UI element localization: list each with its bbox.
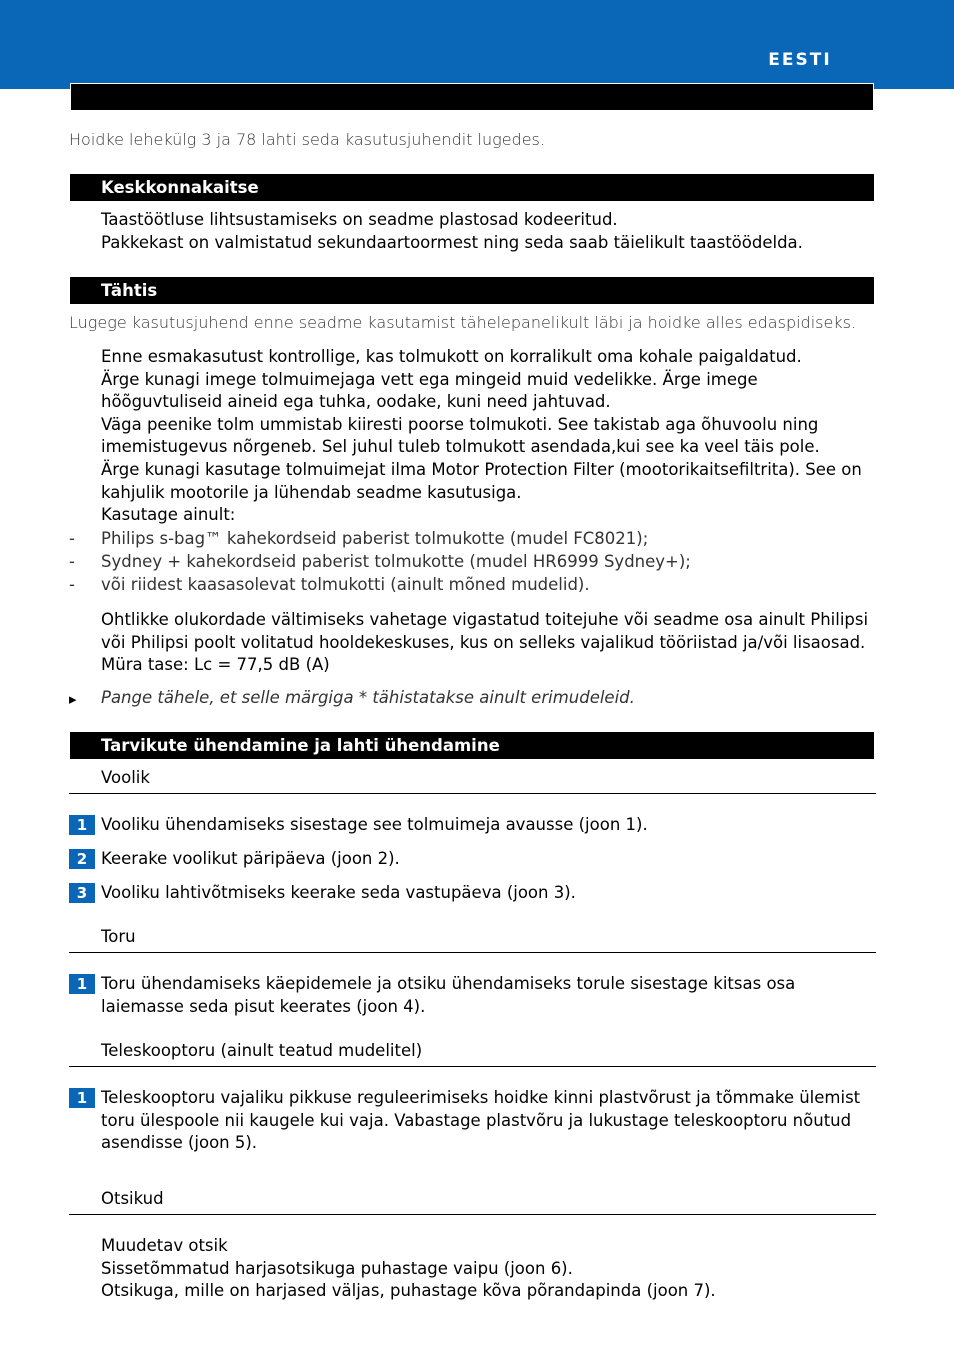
important-paragraph: Väga peenike tolm ummistab kiiresti poorse tolmukoti. See takistab aga õhuvoolu ning imemistugevus nõrgeneb. Sel juhul tuleb tolmukott asendada,kui see ka veel täis pole.	[101, 414, 820, 457]
step-text: Vooliku lahtivõtmiseks keerake seda vastupäeva (joon 3).	[101, 883, 576, 902]
step-text: Teleskooptoru vajaliku pikkuse reguleerimiseks hoidke kinni plastvõrust ja tõmmake ülemist toru ülespoole nii kaugele kui vaja. Vabastage plastvõru ja lukustage teleskooptoru nõutud asendisse (joon 5).	[101, 1088, 861, 1153]
divider	[69, 793, 876, 794]
list-item-text: Sydney + kahekordseid paberist tolmukotte (mudel HR6999 Sydney+);	[101, 552, 691, 571]
important-paragraph: Kasutage ainult:	[101, 505, 236, 525]
important-after-paragraph: Müra tase: Lc = 77,5 dB (A)	[101, 655, 330, 675]
subheading-telescopic: Teleskooptoru (ainult teatud mudelitel)	[101, 1041, 423, 1060]
language-label: EESTI	[768, 50, 832, 70]
important-after-paragraph: Ohtlikke olukordade vältimiseks vahetage vigastatud toitejuhe või seadme osa ainult Philipsi või Philipsi poolt volitatud hooldekeskuses, kus on selleks vajalikud tööriistad ja/või lisaosad.	[101, 610, 869, 652]
triangle-bullet-icon: ▸	[69, 690, 77, 708]
dash-marker: -	[69, 552, 75, 571]
step-text: Keerake voolikut päripäeva (joon 2).	[101, 849, 400, 868]
step-number: 2	[69, 849, 95, 869]
subheading-tube: Toru	[101, 927, 136, 946]
nozzles-line: Sissetõmmatud harjasotsikuga puhastage vaipu (joon 6).	[101, 1258, 573, 1278]
header-bar	[0, 0, 954, 89]
step-text: Toru ühendamiseks käepidemele ja otsiku ühendamiseks torule sisestage kitsas osa laiemasse seda pisut keerates (joon 4).	[101, 974, 796, 1016]
header-black-band	[70, 83, 874, 111]
section-heading-important: Tähtis	[70, 277, 874, 304]
nozzles-line: Muudetav otsik	[101, 1236, 228, 1255]
dash-marker: -	[69, 575, 75, 594]
important-paragraph: Ärge kunagi imege tolmuimejaga vett ega mingeid muid vedelikke. Ärge imege hõõguvtuliseid aineid ega tuhka, oodake, kuni need jahtuvad.	[101, 369, 758, 412]
note-text: Pange tähele, et selle märgiga * tähistatakse ainult erimudeleid.	[101, 688, 635, 707]
important-paragraphs	[101, 346, 876, 527]
divider	[69, 1214, 876, 1215]
important-after	[101, 609, 876, 677]
list-item-text: või riidest kaasasolevat tolmukotti (ainult mõned mudelid).	[101, 575, 590, 594]
nozzles-line: Otsikuga, mille on harjased väljas, puhastage kõva põrandapinda (joon 7).	[101, 1281, 716, 1301]
section-heading-accessories: Tarvikute ühendamine ja lahti ühendamine	[70, 732, 874, 759]
important-paragraph: Enne esmakasutust kontrollige, kas tolmukott on korralikult oma kohale paigaldatud.	[101, 347, 802, 366]
subheading-hose: Voolik	[101, 768, 150, 787]
important-paragraph: Ärge kunagi kasutage tolmuimejat ilma Motor Protection Filter (mootorikaitsefiltrita). See on kahjulik mootorile ja lühendab seadme kasutusiga.	[101, 459, 862, 502]
section-heading-environment: Keskkonnakaitse	[70, 174, 874, 201]
step-number: 1	[69, 1088, 95, 1108]
environment-line: Taastöötluse lihtsustamiseks on seadme plastosad kodeeritud.	[101, 210, 618, 229]
environment-line: Pakkekast on valmistatud sekundaartoormest ning seda saab täielikult taastöödelda.	[101, 232, 803, 252]
step-number: 3	[69, 883, 95, 903]
step-number: 1	[69, 974, 95, 994]
divider	[69, 952, 876, 953]
subheading-nozzles: Otsikud	[101, 1189, 164, 1208]
important-intro: Lugege kasutusjuhend enne seadme kasutamist tähelepanelikult läbi ja hoidke alles edaspidiseks.	[69, 313, 857, 332]
step-number: 1	[69, 815, 95, 835]
intro-text: Hoidke lehekülg 3 ja 78 lahti seda kasutusjuhendit lugedes.	[69, 130, 545, 149]
nozzles-text	[101, 1235, 876, 1303]
step-text: Vooliku ühendamiseks sisestage see tolmuimeja avausse (joon 1).	[101, 815, 648, 834]
environment-text	[101, 209, 876, 254]
dash-marker: -	[69, 529, 75, 548]
list-item-text: Philips s-bag™ kahekordseid paberist tolmukotte (mudel FC8021);	[101, 529, 649, 548]
divider	[69, 1066, 876, 1067]
